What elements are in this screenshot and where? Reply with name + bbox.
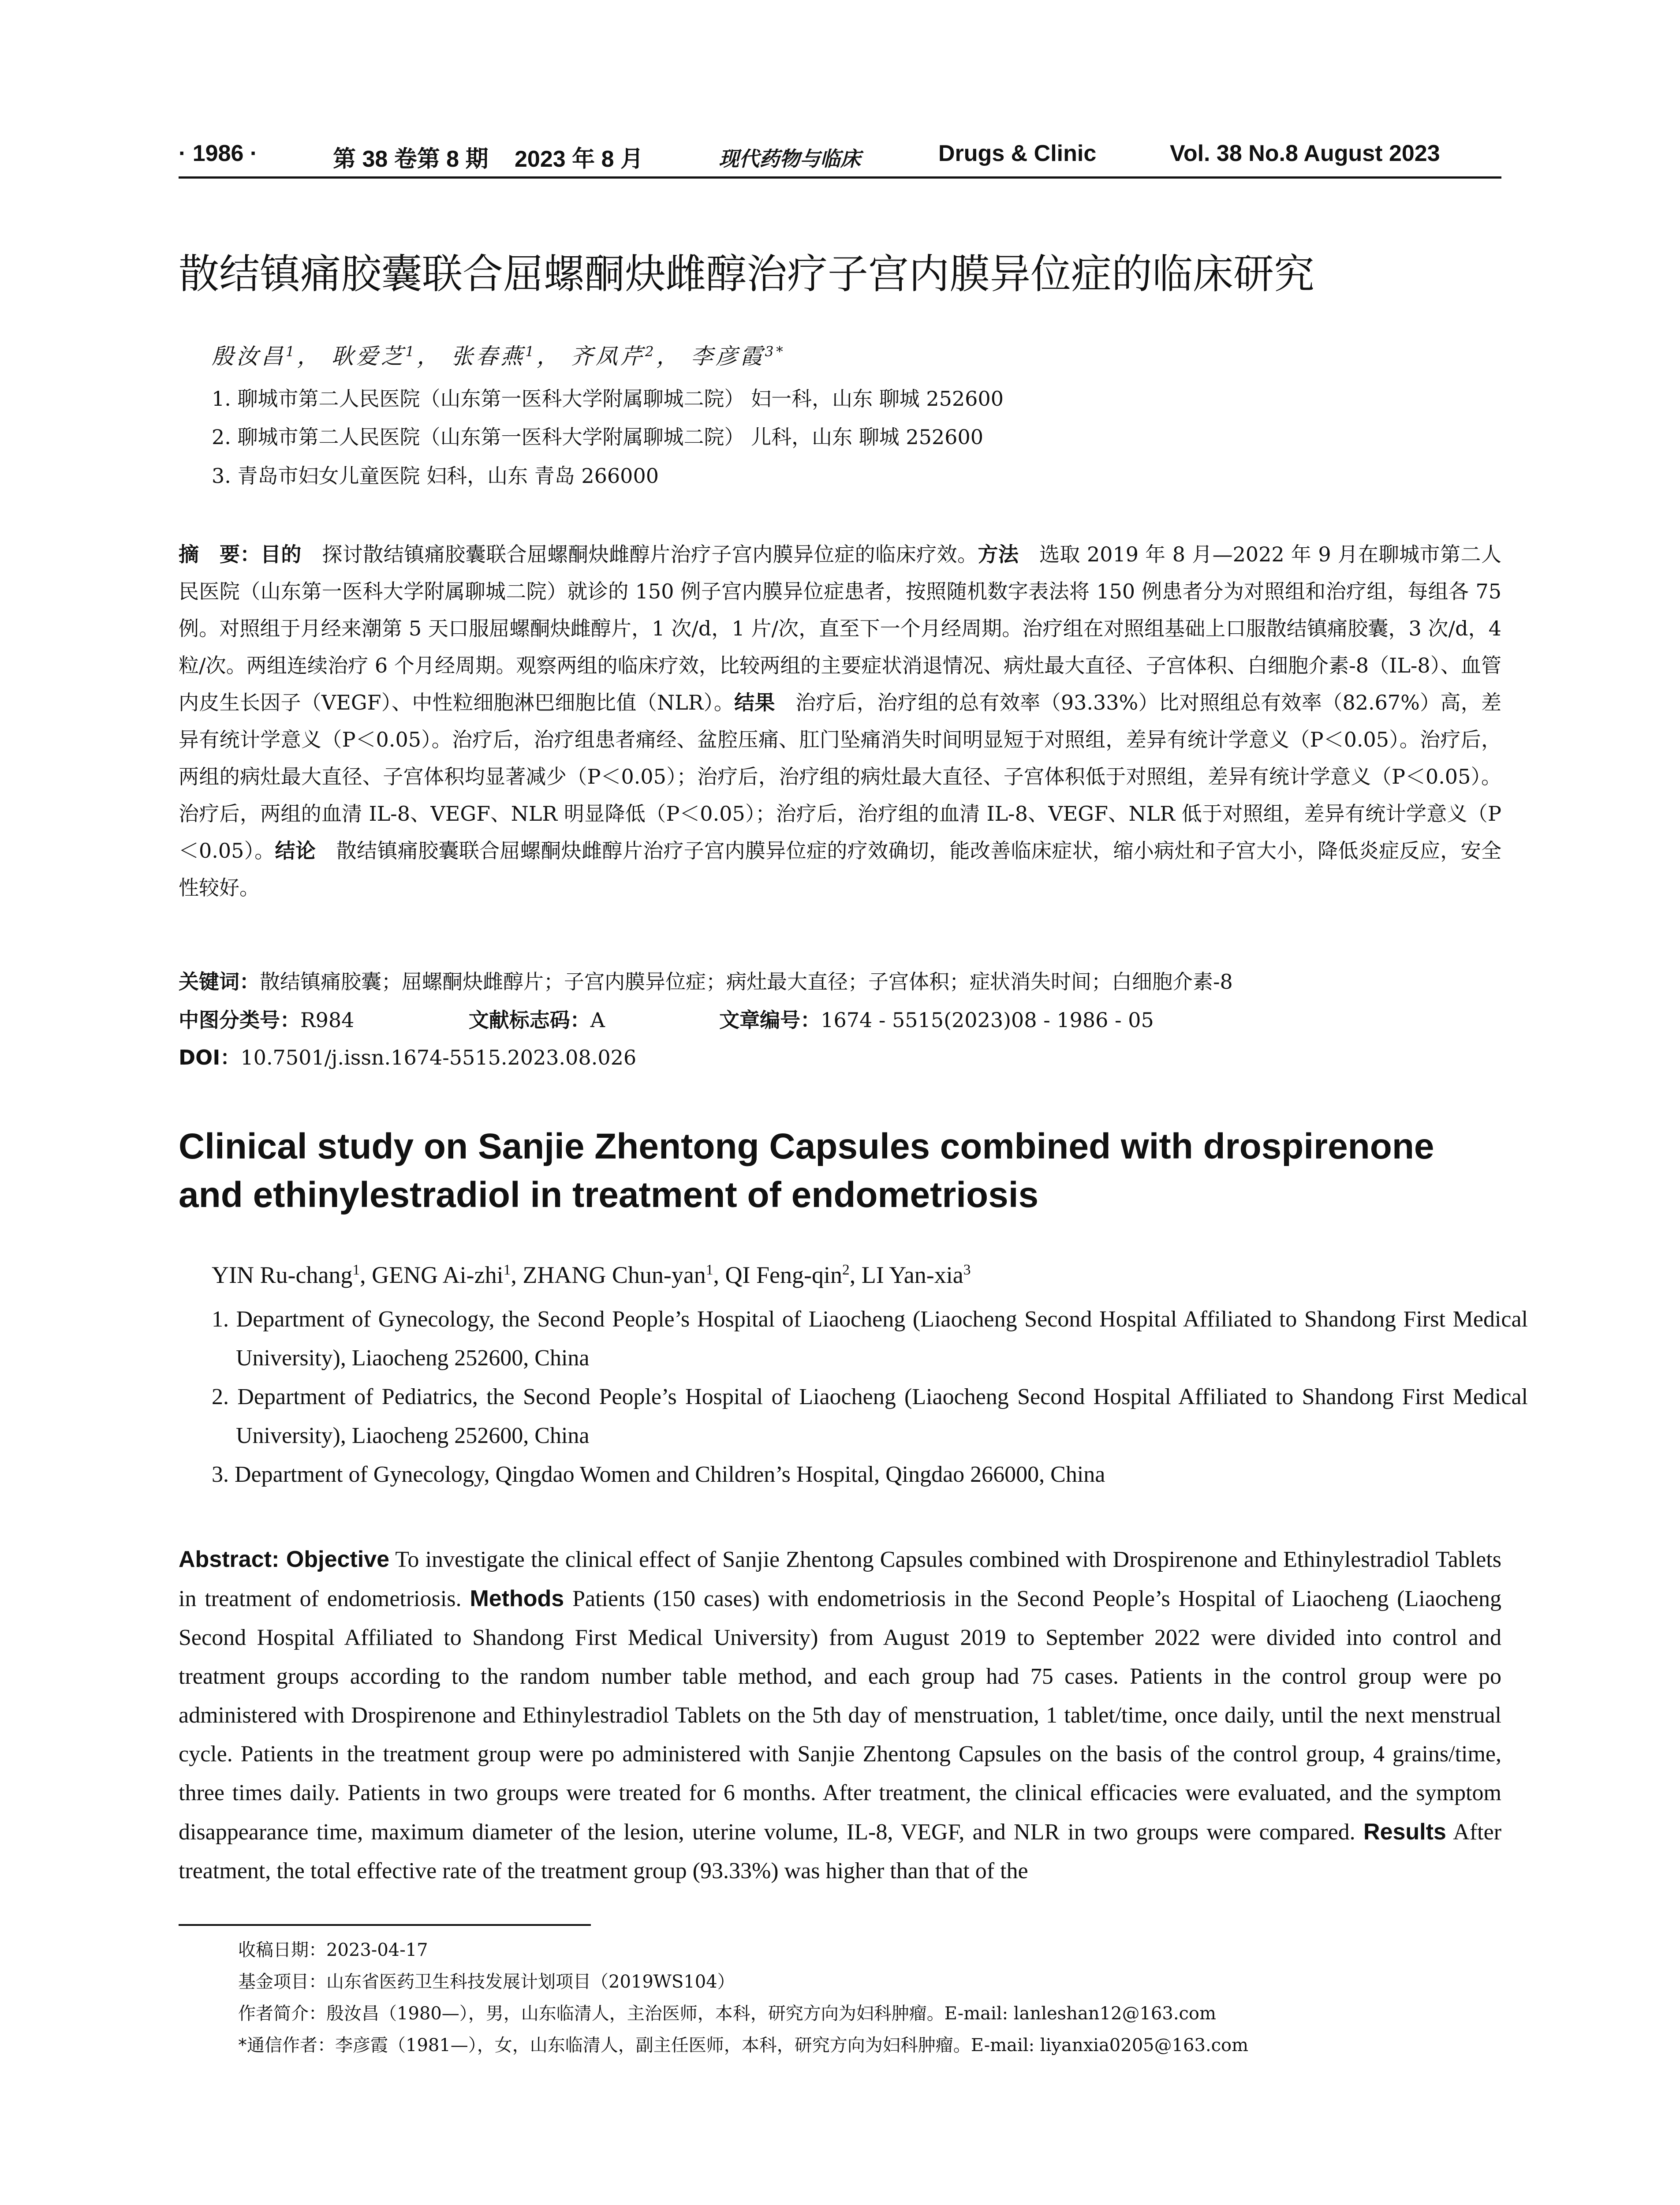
doi-value: 10.7501/j.issn.1674-5515.2023.08.026 — [240, 1046, 637, 1069]
conclusion-text-cn: 散结镇痛胶囊联合屈螺酮炔雌醇片治疗子宫内膜异位症的疗效确切，能改善临床症状，缩小病灶和子宫大小，降低炎症反应，安全性较好。 — [179, 839, 1502, 900]
results-label-cn: 结果 — [734, 691, 775, 714]
author-affiliation-mark: 2 — [842, 1262, 850, 1278]
footnote-text: 殷汝昌（1980—），男，山东临清人，主治医师，本科，研究方向为妇科肿瘤。E-mail: lanleshan12@163.com — [326, 2003, 1216, 2024]
footnote-received — [238, 1936, 428, 1961]
abstract-en — [179, 1540, 1501, 1891]
affiliation-cn: 3. 青岛市妇女儿童医院 妇科，山东 青岛 266000 — [212, 464, 659, 488]
keywords-label: 关键词： — [179, 970, 260, 994]
volume-issue-en: Vol. 38 No.8 August 2023 — [1170, 141, 1440, 166]
keywords-text: 散结镇痛胶囊；屈螺酮炔雌醇片；子宫内膜异位症；病灶最大直径；子宫体积；症状消失时间；白细胞介素-8 — [260, 970, 1233, 994]
doi-label: DOI： — [179, 1046, 241, 1069]
author-list-cn: 殷汝昌$^1$， 耿爱芝$^1$， 张春燕$^1$， 齐凤芹$^2$， 李彦霞$^{3*}$ — [212, 344, 786, 369]
author-affiliation-mark: 3* — [765, 344, 786, 360]
objective-label-cn: 目的 — [260, 542, 302, 566]
footnote-label: 作者简介： — [238, 2003, 326, 2024]
methods-text-en: Patients (150 cases) with endometriosis in the Second People’s Hospital of Liaocheng (Liaocheng Second Hospital Affiliated to Shandong First Medical University) from August 2019 to September 2022 were divided into control and treatment groups according to the random number table method, and each group had 75 cases. Patients in the control group were po administered with Drospirenone and Ethinylestradiol Tablets on the 5th day of menstruation, 1 tablet/time, once daily, until the next menstrual cycle. Patients in the treatment group were po administered with Sanjie Zhentong Capsules on the basis of the control group, 4 grains/time, three times daily. Patients in two groups were treated for 6 months. After treatment, the clinical efficacies were evaluated, and the symptom disappearance time, maximum diameter of the lesion, uterine volume, IL-8, VEGF, and NLR in two groups were compared. — [179, 1586, 1502, 1845]
objective-text-cn: 探讨散结镇痛胶囊联合屈螺酮炔雌醇片治疗子宫内膜异位症的临床疗效。 — [301, 542, 978, 566]
objective-label-en: Abstract: Objective — [179, 1547, 390, 1572]
author-affiliation-mark: 1 — [525, 344, 537, 360]
affiliation-en: 2. Department of Pediatrics, the Second People’s Hospital of Liaocheng (Liaocheng Second Hospital Affiliated to Shandong First Medical University), Liaocheng 252600, China — [212, 1384, 1528, 1448]
author-name: 齐凤芹 — [571, 344, 645, 369]
doc-code-label: 文献标志码： — [468, 1008, 590, 1032]
header-rule — [179, 176, 1501, 179]
author-affiliation-mark: 1 — [352, 1262, 360, 1278]
author-name: GENG Ai-zhi — [372, 1262, 504, 1288]
author-affiliation-mark: 1 — [405, 344, 417, 360]
clc-value: R984 — [300, 1008, 355, 1032]
date-cn: 2023 年 8 月 — [515, 146, 643, 172]
footnote-label: *通信作者： — [238, 2035, 335, 2056]
footnote-rule — [179, 1924, 591, 1926]
volume-issue-cn: 第 38 卷第 8 期 — [333, 146, 489, 172]
journal-name-cn: 现代药物与临床 — [719, 147, 861, 171]
results-text-en: After treatment, the total effective rate of the treatment group (93.33%) was higher than that of the — [179, 1820, 1502, 1884]
article-title-en: Clinical study on Sanjie Zhentong Capsules combined with drospirenone and ethinylestradiol in treatment of endometriosis — [179, 1126, 1434, 1215]
footnote-label: 收稿日期： — [238, 1940, 326, 1960]
author-name: 李彦霞 — [691, 344, 765, 369]
clc-label: 中图分类号： — [179, 1008, 300, 1032]
footnote-funding — [238, 1968, 735, 1993]
author-list-en: YIN Ru-chang$^1$, GENG Ai-zhi$^1$, ZHANG Chun-yan$^1$, QI Feng-qin$^2$, LI Yan-xia$^3$ — [212, 1262, 971, 1288]
objective-text-en: To investigate the clinical effect of Sanjie Zhentong Capsules combined with Drospirenone and Ethinylestradiol Tablets in treatment of endometriosis. — [179, 1547, 1502, 1611]
author-name: 殷汝昌 — [212, 344, 286, 369]
conclusion-label-cn: 结论 — [275, 839, 316, 863]
author-name: ZHANG Chun-yan — [523, 1262, 706, 1288]
keywords-line-cn — [179, 966, 1233, 995]
author-affiliation-mark: 1 — [706, 1262, 713, 1278]
affiliation-en: 3. Department of Gynecology, Qingdao Women and Children’s Hospital, Qingdao 266000, China — [212, 1462, 1105, 1487]
footnote-label: 基金项目： — [238, 1972, 326, 1992]
abstract-label-cn: 摘 要： — [179, 542, 261, 566]
abstract-cn — [179, 536, 1501, 906]
footnote-corresponding-author — [238, 2031, 1248, 2056]
author-affiliation-mark: 1 — [503, 1262, 511, 1278]
doi-line — [179, 1042, 636, 1071]
author-affiliation-mark: 2 — [645, 344, 657, 360]
author-affiliation-mark: 3 — [963, 1262, 971, 1278]
results-text-cn: 治疗后，治疗组的总有效率（93.33%）比对照组总有效率（82.67%）高，差异有统计学意义（P＜0.05）。治疗后，治疗组患者痛经、盆腔压痛、肛门坠痛消失时间明显短于对照组，差异有统计学意义（P＜0.05）。治疗后，两组的病灶最大直径、子宫体积均显著减少（P＜0.05）；治疗后，治疗组的病灶最大直径、子宫体积低于对照组，差异有统计学意义（P＜0.05）。治疗后，两组的血清 IL-8、VEGF、NLR 明显降低（P＜0.05）；治疗后，治疗组的血清 IL-8、VEGF、NLR 低于对照组，差异有统计学意义（P＜0.05）。 — [179, 691, 1501, 863]
author-name: LI Yan-xia — [861, 1262, 963, 1288]
article-title-cn: 散结镇痛胶囊联合屈螺酮炔雌醇治疗子宫内膜异位症的临床研究 — [179, 250, 1315, 298]
author-affiliation-mark: 1 — [286, 344, 297, 360]
footnote-text: 山东省医药卫生科技发展计划项目（2019WS104） — [326, 1972, 735, 1992]
footnote-author-bio — [238, 1999, 1216, 2025]
methods-label-en: Methods — [470, 1586, 564, 1611]
footnote-text: 2023-04-17 — [326, 1940, 428, 1960]
running-header — [179, 140, 1501, 176]
article-number-label: 文章编号： — [719, 1008, 821, 1032]
methods-text-cn: 选取 2019 年 8 月—2022 年 9 月在聊城市第二人民医院（山东第一医科大学附属聊城二院）就诊的 150 例子宫内膜异位症患者，按照随机数字表法将 150 例患者分为对照组和治疗组，每组各 75 例。对照组于月经来潮第 5 天口服屈螺酮炔雌醇片，1 次/d，1 片/次，直至下一个月经周期。治疗组在对照组基础上口服散结镇痛胶囊，3 次/d，4 粒/次。两组连续治疗 6 个月经周期。观察两组的临床疗效，比较两组的主要症状消退情况、病灶最大直径、子宫体积、白细胞介素-8（IL-8）、血管内皮生长因子（VEGF）、中性粒细胞淋巴细胞比值（NLR）。 — [179, 542, 1502, 714]
page-number: · 1986 · — [179, 141, 258, 166]
results-label-en: Results — [1363, 1819, 1446, 1845]
affiliation-cn: 2. 聊城市第二人民医院（山东第一医科大学附属聊城二院） 儿科，山东 聊城 252600 — [212, 425, 983, 449]
affiliation-en: 1. Department of Gynecology, the Second People’s Hospital of Liaocheng (Liaocheng Second Hospital Affiliated to Shandong First Medical University), Liaocheng 252600, China — [212, 1307, 1528, 1371]
author-name: 耿爱芝 — [331, 344, 406, 369]
article-number-value: 1674 - 5515(2023)08 - 1986 - 05 — [821, 1008, 1154, 1032]
author-name: 张春燕 — [451, 344, 526, 369]
journal-name-en: Drugs & Clinic — [938, 141, 1097, 166]
doc-code-value: A — [590, 1008, 605, 1032]
methods-label-cn: 方法 — [978, 542, 1019, 566]
author-name: QI Feng-qin — [725, 1262, 842, 1288]
classification-line — [179, 1004, 1154, 1033]
author-name: YIN Ru-chang — [212, 1262, 353, 1288]
affiliation-cn: 1. 聊城市第二人民医院（山东第一医科大学附属聊城二院） 妇一科，山东 聊城 252600 — [212, 387, 1004, 411]
footnote-text: 李彦霞（1981—），女，山东临清人，副主任医师，本科，研究方向为妇科肿瘤。E-mail: liyanxia0205@163.com — [335, 2035, 1249, 2056]
